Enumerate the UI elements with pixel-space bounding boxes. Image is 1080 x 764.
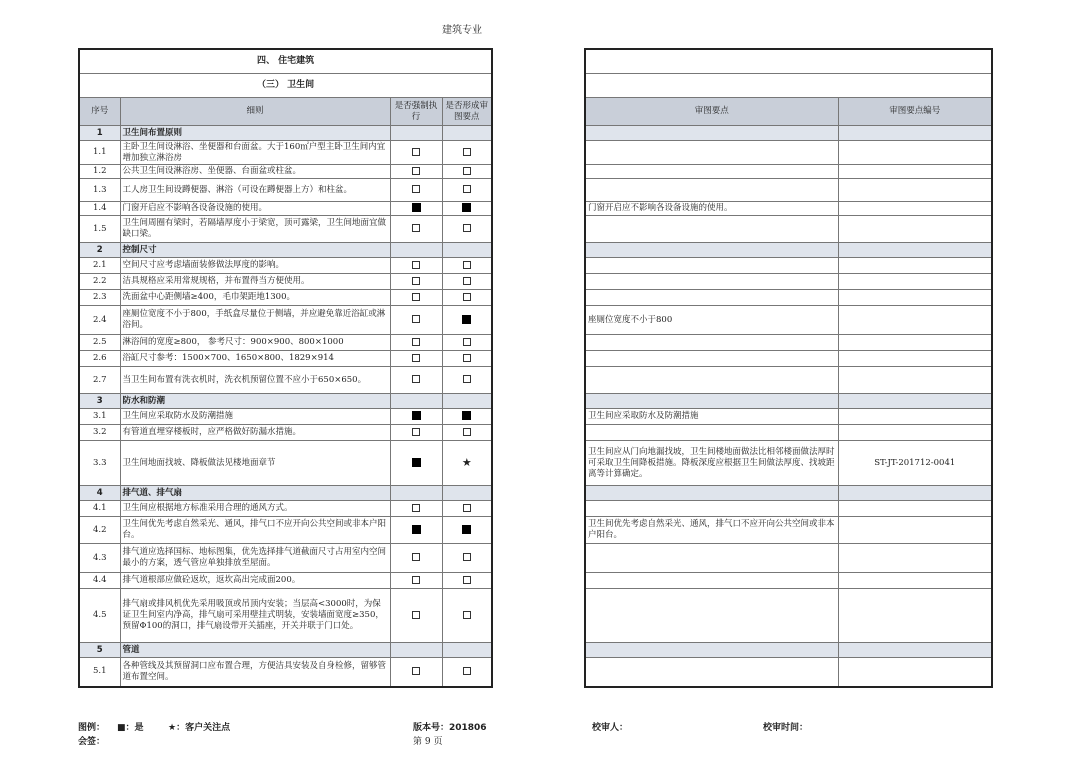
review-point-code	[838, 141, 992, 165]
rule-text: 卫生间优先考虑自然采光、通风，排气口不应开向公共空间或非本户阳台。	[120, 517, 390, 544]
mandatory-cell	[390, 258, 442, 274]
rule-text: 工人房卫生间设蹲便器、淋浴（可设在蹲便器上方）和柱盆。	[120, 179, 390, 202]
rule-row	[79, 501, 492, 517]
review-section-cell	[585, 394, 838, 409]
review-point-text	[585, 573, 838, 589]
mandatory-cell	[390, 216, 442, 243]
section-heading: 卫生间布置原则	[120, 126, 390, 141]
rule-number: 2.1	[79, 258, 120, 274]
page-number: 第 9 页	[413, 737, 443, 747]
empty-checkbox-icon	[412, 354, 420, 362]
section-heading: 排气道、排气扇	[120, 486, 390, 501]
rule-number: 4.4	[79, 573, 120, 589]
review-point-code	[838, 425, 992, 441]
empty-checkbox-icon	[412, 185, 420, 193]
review-point-text: 卫生间应从门向地漏找坡，卫生间楼地面做法比相邻楼面做法厚时可采取卫生间降板措施。降板深度应根据卫生间做法厚度、找坡距离等计算确定。	[585, 441, 838, 486]
filled-square-icon	[462, 315, 471, 324]
rule-row	[79, 367, 492, 394]
empty-checkbox-icon	[463, 261, 471, 269]
review-point-text	[585, 544, 838, 573]
mandatory-cell	[390, 274, 442, 290]
review-point-text	[585, 216, 838, 243]
review-point-code	[838, 658, 992, 687]
rule-number: 2.7	[79, 367, 120, 394]
review-point-text	[585, 501, 838, 517]
rule-text: 公共卫生间设淋浴房、坐便器、台面盆或柱盆。	[120, 165, 390, 179]
empty-checkbox-icon	[463, 354, 471, 362]
countersign-label: 会签：	[78, 737, 106, 747]
review-point-text	[585, 658, 838, 687]
review-section-row	[585, 126, 992, 141]
review-point-cell	[442, 589, 492, 643]
mandatory-cell	[390, 290, 442, 306]
empty-checkbox-icon	[412, 277, 420, 285]
review-blank-title-2	[585, 74, 992, 98]
empty-checkbox-icon	[412, 261, 420, 269]
empty-checkbox-icon	[463, 576, 471, 584]
rule-number: 1.5	[79, 216, 120, 243]
review-section-cell	[838, 486, 992, 501]
reviewer-label: 校审人：	[592, 723, 629, 733]
review-point-text	[585, 335, 838, 351]
rule-number: 2.6	[79, 351, 120, 367]
rule-row	[79, 335, 492, 351]
mandatory-cell	[390, 335, 442, 351]
review-point-code	[838, 290, 992, 306]
review-row	[585, 501, 992, 517]
section-heading: 防水和防潮	[120, 394, 390, 409]
empty-checkbox-icon	[463, 338, 471, 346]
mandatory-cell	[390, 573, 442, 589]
review-point-cell	[442, 290, 492, 306]
mandatory-cell	[390, 367, 442, 394]
section-empty-cell	[390, 243, 442, 258]
rule-text: 主卧卫生间设淋浴、坐便器和台面盆。大于160㎡户型主卧卫生间内宜增加独立淋浴房	[120, 141, 390, 165]
review-row	[585, 573, 992, 589]
review-point-code	[838, 216, 992, 243]
empty-checkbox-icon	[463, 148, 471, 156]
empty-checkbox-icon	[412, 504, 420, 512]
col-header-code: 审图要点编号	[838, 98, 992, 126]
review-row	[585, 274, 992, 290]
mandatory-cell	[390, 141, 442, 165]
col-header-review: 审图要点	[585, 98, 838, 126]
review-section-row	[585, 243, 992, 258]
review-point-cell	[442, 441, 492, 486]
section-empty-cell	[390, 486, 442, 501]
review-table	[584, 48, 993, 688]
mandatory-cell	[390, 179, 442, 202]
review-point-text	[585, 141, 838, 165]
col-header-rule: 细则	[120, 98, 390, 126]
rule-text: 淋浴间的宽度≥800， 参考尺寸：900×900、800×1000	[120, 335, 390, 351]
review-section-cell	[838, 394, 992, 409]
section-row	[79, 643, 492, 658]
rule-number: 1.3	[79, 179, 120, 202]
review-point-code	[838, 274, 992, 290]
review-point-code	[838, 517, 992, 544]
mandatory-cell	[390, 202, 442, 216]
filled-square-icon	[462, 203, 471, 212]
review-point-cell	[442, 258, 492, 274]
rule-row	[79, 589, 492, 643]
empty-checkbox-icon	[463, 293, 471, 301]
rule-text: 卫生间应根据地方标准采用合理的通风方式。	[120, 501, 390, 517]
review-row	[585, 367, 992, 394]
review-point-code	[838, 179, 992, 202]
rules-table	[78, 48, 493, 688]
mandatory-cell	[390, 351, 442, 367]
review-point-cell	[442, 165, 492, 179]
section-empty-cell	[390, 126, 442, 141]
review-row	[585, 425, 992, 441]
rule-row	[79, 216, 492, 243]
rule-number: 1.4	[79, 202, 120, 216]
section-empty-cell	[442, 126, 492, 141]
rule-number: 2.4	[79, 306, 120, 335]
rule-row	[79, 165, 492, 179]
review-point-cell	[442, 517, 492, 544]
rule-text: 排气道根部应做砼返坎，返坎高出完成面200。	[120, 573, 390, 589]
mandatory-cell	[390, 517, 442, 544]
rule-text: 座厕位宽度不小于800，手纸盒尽量位于侧墙，并应避免靠近浴缸或淋浴间。	[120, 306, 390, 335]
empty-checkbox-icon	[463, 375, 471, 383]
review-point-cell	[442, 335, 492, 351]
rule-row	[79, 517, 492, 544]
review-point-code	[838, 351, 992, 367]
rule-text: 排气扇或排风机优先采用吸顶或吊顶内安装；当层高<3000时，为保证卫生间室内净高，排气扇可采用壁挂式明装，安装墙面宽度≥350，预留Φ100的洞口，排气扇设带开关插座，开关并联于门口处。	[120, 589, 390, 643]
rule-text: 空间尺寸应考虑墙面装修做法厚度的影响。	[120, 258, 390, 274]
empty-checkbox-icon	[412, 611, 420, 619]
rule-row	[79, 274, 492, 290]
rule-text: 卫生间周圈有梁时，若隔墙厚度小于梁宽，顶可露梁，卫生间地面宜做缺口梁。	[120, 216, 390, 243]
rule-number: 1.1	[79, 141, 120, 165]
section-row	[79, 126, 492, 141]
rule-text: 各种管线及其预留洞口应布置合理，方便洁具安装及自身检修，留够管道布置空间。	[120, 658, 390, 687]
review-section-row	[585, 643, 992, 658]
review-point-code	[838, 165, 992, 179]
empty-checkbox-icon	[463, 185, 471, 193]
rule-number: 2.2	[79, 274, 120, 290]
review-point-text	[585, 425, 838, 441]
review-point-code	[838, 306, 992, 335]
review-point-cell	[442, 409, 492, 425]
review-section-cell	[838, 643, 992, 658]
section-number: 4	[79, 486, 120, 501]
review-row	[585, 544, 992, 573]
section-heading: 控制尺寸	[120, 243, 390, 258]
review-row	[585, 216, 992, 243]
review-point-text: 门窗开启应不影响各设备设施的使用。	[585, 202, 838, 216]
empty-checkbox-icon	[412, 338, 420, 346]
review-point-text	[585, 179, 838, 202]
rule-text: 有管道直埋穿楼板时，应严格做好防漏水措施。	[120, 425, 390, 441]
empty-checkbox-icon	[463, 277, 471, 285]
empty-checkbox-icon	[412, 428, 420, 436]
rule-row	[79, 290, 492, 306]
review-row	[585, 179, 992, 202]
review-point-cell	[442, 425, 492, 441]
empty-checkbox-icon	[412, 224, 420, 232]
section-number: 5	[79, 643, 120, 658]
section-number: 2	[79, 243, 120, 258]
rule-number: 5.1	[79, 658, 120, 687]
mandatory-cell	[390, 409, 442, 425]
empty-checkbox-icon	[412, 315, 420, 323]
review-point-cell	[442, 274, 492, 290]
review-point-text	[585, 274, 838, 290]
rule-text: 洗面盆中心距侧墙≥400，毛巾架距地1300。	[120, 290, 390, 306]
review-point-cell	[442, 367, 492, 394]
mandatory-cell	[390, 425, 442, 441]
rule-number: 4.3	[79, 544, 120, 573]
review-point-text	[585, 589, 838, 643]
empty-checkbox-icon	[412, 148, 420, 156]
rule-number: 1.2	[79, 165, 120, 179]
rule-number: 2.3	[79, 290, 120, 306]
rule-number: 2.5	[79, 335, 120, 351]
review-row	[585, 658, 992, 687]
review-point-cell	[442, 202, 492, 216]
review-section-cell	[585, 486, 838, 501]
review-point-text	[585, 258, 838, 274]
filled-square-icon	[412, 525, 421, 534]
section-empty-cell	[442, 394, 492, 409]
review-point-text	[585, 367, 838, 394]
section-empty-cell	[442, 643, 492, 658]
col-header-mandatory: 是否强制执行	[390, 98, 442, 126]
rule-row	[79, 544, 492, 573]
mandatory-cell	[390, 441, 442, 486]
rule-row	[79, 409, 492, 425]
review-row	[585, 290, 992, 306]
rule-text: 浴缸尺寸参考：1500×700、1650×800、1829×914	[120, 351, 390, 367]
review-row	[585, 589, 992, 643]
legend-star: ★：客户关注点	[168, 723, 231, 733]
review-point-code	[838, 544, 992, 573]
review-section-cell	[585, 243, 838, 258]
section-row	[79, 486, 492, 501]
section-empty-cell	[442, 486, 492, 501]
filled-square-icon	[412, 411, 421, 420]
review-section-cell	[585, 126, 838, 141]
empty-checkbox-icon	[412, 576, 420, 584]
review-point-code	[838, 501, 992, 517]
review-row	[585, 409, 992, 425]
rule-row	[79, 202, 492, 216]
filled-square-icon	[462, 411, 471, 420]
mandatory-cell	[390, 544, 442, 573]
rule-text: 卫生间应采取防水及防潮措施	[120, 409, 390, 425]
rule-text: 当卫生间布置有洗衣机时，洗衣机预留位置不应小于650×650。	[120, 367, 390, 394]
mandatory-cell	[390, 501, 442, 517]
mandatory-cell	[390, 589, 442, 643]
star-icon: ★	[461, 455, 472, 469]
review-point-cell	[442, 573, 492, 589]
empty-checkbox-icon	[412, 553, 420, 561]
review-point-code	[838, 589, 992, 643]
empty-checkbox-icon	[463, 167, 471, 175]
review-row	[585, 351, 992, 367]
review-point-cell	[442, 306, 492, 335]
rule-number: 3.1	[79, 409, 120, 425]
empty-checkbox-icon	[463, 611, 471, 619]
review-row	[585, 441, 992, 486]
empty-checkbox-icon	[463, 428, 471, 436]
review-time-label: 校审时间：	[763, 723, 809, 733]
review-point-cell	[442, 544, 492, 573]
review-section-cell	[838, 126, 992, 141]
review-point-code	[838, 409, 992, 425]
review-point-code	[838, 258, 992, 274]
review-point-cell	[442, 351, 492, 367]
empty-checkbox-icon	[463, 553, 471, 561]
section-row	[79, 394, 492, 409]
review-section-cell	[838, 243, 992, 258]
rule-text: 洁具规格应采用常规规格，并布置得当方便使用。	[120, 274, 390, 290]
rule-number: 4.1	[79, 501, 120, 517]
section-heading: 管道	[120, 643, 390, 658]
section-empty-cell	[390, 643, 442, 658]
section-empty-cell	[442, 243, 492, 258]
rule-number: 3.3	[79, 441, 120, 486]
review-point-text	[585, 165, 838, 179]
section-number: 1	[79, 126, 120, 141]
empty-checkbox-icon	[412, 293, 420, 301]
empty-checkbox-icon	[412, 167, 420, 175]
rule-text: 卫生间地面找坡、降板做法见楼地面章节	[120, 441, 390, 486]
review-row	[585, 165, 992, 179]
review-row	[585, 258, 992, 274]
empty-checkbox-icon	[463, 224, 471, 232]
review-point-text: 座厕位宽度不小于800	[585, 306, 838, 335]
mandatory-cell	[390, 306, 442, 335]
rule-row	[79, 658, 492, 687]
legend-filled: ■：是	[117, 723, 144, 733]
mandatory-cell	[390, 165, 442, 179]
rule-row	[79, 351, 492, 367]
rule-row	[79, 306, 492, 335]
version-number: 版本号：201806	[413, 723, 487, 733]
empty-checkbox-icon	[412, 667, 420, 675]
sub-title: （三） 卫生间	[79, 74, 492, 98]
empty-checkbox-icon	[412, 375, 420, 383]
rule-row	[79, 179, 492, 202]
filled-square-icon	[412, 203, 421, 212]
section-number: 3	[79, 394, 120, 409]
review-point-code	[838, 367, 992, 394]
review-row	[585, 517, 992, 544]
review-point-code	[838, 573, 992, 589]
rule-row	[79, 573, 492, 589]
rule-text: 门窗开启应不影响各设备设施的使用。	[120, 202, 390, 216]
filled-square-icon	[412, 458, 421, 467]
col-header-no: 序号	[79, 98, 120, 126]
review-section-cell	[585, 643, 838, 658]
review-row	[585, 306, 992, 335]
section-row	[79, 243, 492, 258]
review-blank-title-1	[585, 49, 992, 74]
review-point-cell	[442, 141, 492, 165]
filled-square-icon	[462, 525, 471, 534]
discipline-header: 建筑专业	[442, 25, 482, 36]
rule-number: 4.5	[79, 589, 120, 643]
rule-text: 排气道应选择国标、地标图集，优先选择排气道截面尺寸占用室内空间最小的方案，透气管应单独排放至屋面。	[120, 544, 390, 573]
rule-number: 4.2	[79, 517, 120, 544]
rule-number: 3.2	[79, 425, 120, 441]
review-point-code: ST-JT-201712-0041	[838, 441, 992, 486]
review-point-code	[838, 202, 992, 216]
review-point-cell	[442, 216, 492, 243]
review-point-text: 卫生间优先考虑自然采光、通风，排气口不应开向公共空间或非本户阳台。	[585, 517, 838, 544]
review-row	[585, 202, 992, 216]
rule-row	[79, 258, 492, 274]
rule-row	[79, 441, 492, 486]
section-title: 四、 住宅建筑	[79, 49, 492, 74]
review-row	[585, 335, 992, 351]
mandatory-cell	[390, 658, 442, 687]
section-empty-cell	[390, 394, 442, 409]
rule-row	[79, 141, 492, 165]
review-row	[585, 141, 992, 165]
review-point-text	[585, 290, 838, 306]
review-point-text	[585, 351, 838, 367]
legend-label: 图例：	[78, 723, 106, 733]
col-header-point: 是否形成审图要点	[442, 98, 492, 126]
rule-row	[79, 425, 492, 441]
review-point-code	[838, 335, 992, 351]
review-section-row	[585, 394, 992, 409]
empty-checkbox-icon	[463, 667, 471, 675]
review-point-text: 卫生间应采取防水及防潮措施	[585, 409, 838, 425]
review-point-cell	[442, 501, 492, 517]
empty-checkbox-icon	[463, 504, 471, 512]
review-point-cell	[442, 658, 492, 687]
review-point-cell	[442, 179, 492, 202]
review-section-row	[585, 486, 992, 501]
